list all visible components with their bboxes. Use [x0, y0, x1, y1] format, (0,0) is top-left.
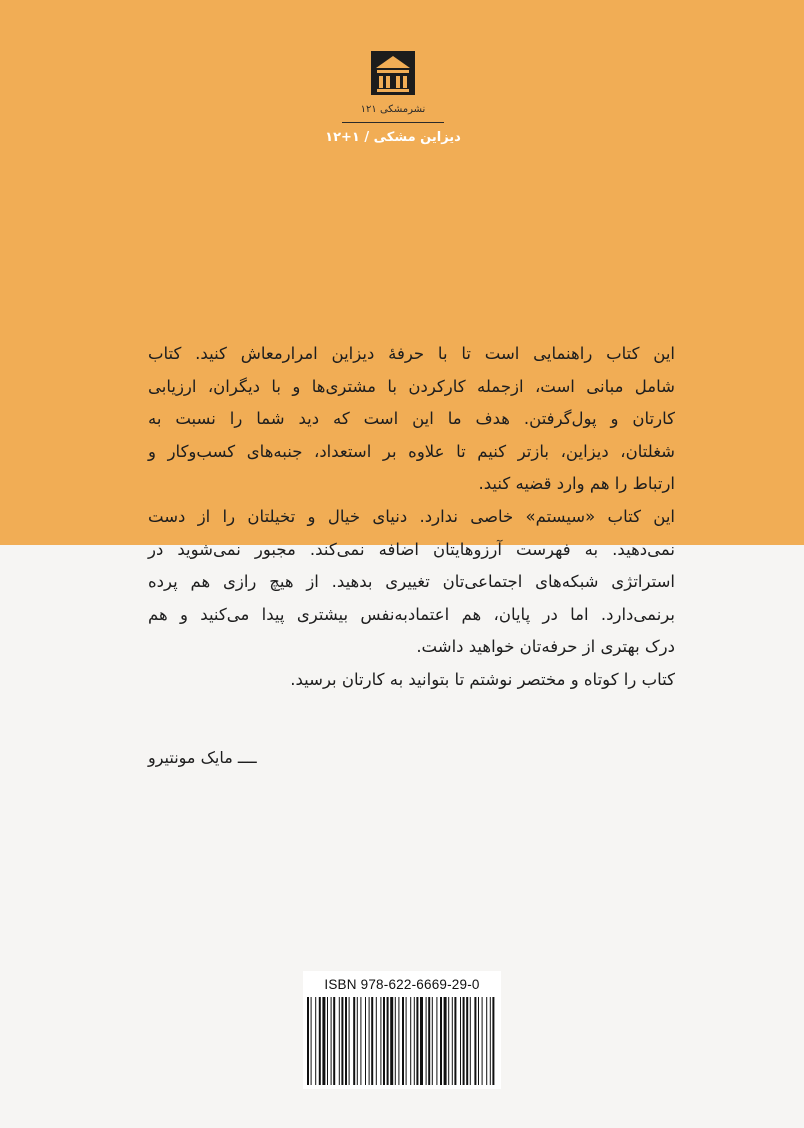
blurb-line: برنمی‌دارد. اما در پایان، هم اعتمادبه‌نفس بیشتری پیدا می‌کنید و هم [148, 604, 675, 624]
blurb-line: استراتژی شبکه‌های اجتماعی‌تان تغییری بدهید. از هیچ رازی هم پرده [148, 572, 675, 592]
publisher-divider [342, 122, 444, 123]
barcode-icon [305, 997, 499, 1085]
blurb-line: کتاب را کوتاه و مختصر نوشتم تا بتوانید به کارتان برسید. [290, 669, 675, 689]
isbn-number: ISBN 978-622-6669-29-0 [324, 977, 480, 992]
blurb-line: شامل مبانی است، ازجمله کارکردن با مشتری‌ها و با دیگران، ارزیابی [148, 376, 675, 396]
isbn-block [303, 971, 501, 1089]
blurb-line: درک بهتری از حرفه‌تان خواهید داشت. [416, 637, 675, 657]
blurb-line: نمی‌دهید. به فهرست آرزوهایتان اضافه نمی‌کند. مجبور نمی‌شوید در [148, 539, 675, 559]
series-title: دیزاین مشکی / ۱+۱۲ [325, 130, 461, 145]
back-cover-blurb [148, 338, 675, 697]
author-signature: ــــ مایک مونتیرو [148, 748, 257, 767]
blurb-line: این کتاب «سیستم» خاصی ندارد. دنیای خیال و تخیلتان را از دست [148, 506, 675, 526]
publisher-name: نشرمشکی ۱۲۱ [360, 104, 426, 115]
blurb-line: این کتاب راهنمایی است تا با حرفهٔ دیزاین امرارمعاش کنید. کتاب [148, 344, 675, 363]
blurb-line: شغلتان، دیزاین، بازتر کنیم تا علاوه بر استعداد، جنبه‌های کسب‌وکار و [148, 441, 675, 461]
blurb-line: ارتباط را هم وارد قضیه کنید. [478, 474, 675, 494]
blurb-line: کارتان و پول‌گرفتن. هدف ما این است که دید شما را نسبت به [148, 409, 675, 429]
publisher-building-logo-icon [370, 50, 416, 96]
